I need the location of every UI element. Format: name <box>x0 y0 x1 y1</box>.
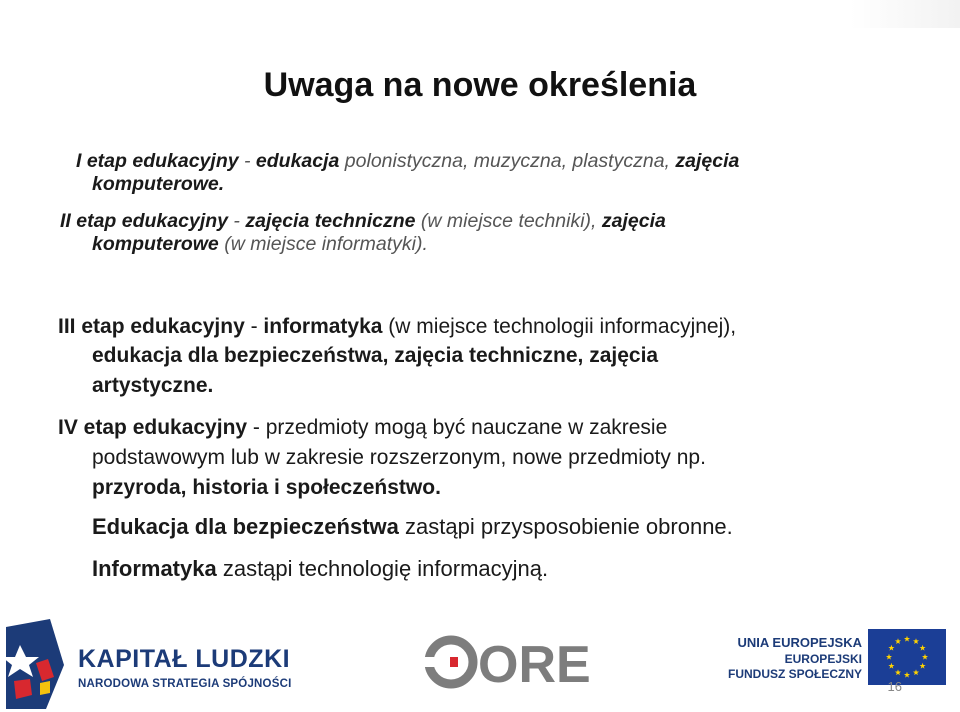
paragraph-edb <box>92 514 952 540</box>
eu-flag-icon <box>868 629 946 685</box>
slide-title: Uwaga na nowe określenia <box>263 66 697 104</box>
paragraph-stage-2 <box>60 210 920 257</box>
plain-text: - przedmioty mogą być nauczane w zakresie <box>247 416 668 439</box>
eu-line-1: UNIA EUROPEJSKA <box>737 635 862 650</box>
term: komputerowe <box>92 233 219 256</box>
stage-1-label: I etap edukacyjny <box>76 150 239 172</box>
paragraph-stage-4 <box>58 413 938 502</box>
kapital-ludzki-logo-icon <box>6 619 64 709</box>
continuation: podstawowym lub w zakresie rozszerzonym, nowe przedmioty np. <box>92 445 706 469</box>
ore-text: ORE <box>478 636 591 694</box>
kl-subtitle: NARODOWA STRATEGIA SPÓJNOŚCI <box>78 678 292 690</box>
term: zajęcia <box>675 150 740 172</box>
footer-logos <box>0 615 960 712</box>
term: edukacja <box>255 150 340 172</box>
page-number: 16 <box>887 679 902 694</box>
ore-logo-icon <box>424 633 591 694</box>
term: zajęcia <box>601 210 666 232</box>
dash: - <box>244 315 264 338</box>
term: informatyka <box>263 315 383 338</box>
dash: - <box>228 210 246 232</box>
plain-text: zastąpi technologię informacyjną. <box>216 556 549 581</box>
paragraph-stage-1 <box>76 150 916 197</box>
kl-title: KAPITAŁ LUDZKI <box>78 645 291 673</box>
paragraph-stage-3 <box>58 312 938 400</box>
plain-text: (w miejsce informatyki). <box>218 233 428 256</box>
continuation: artystyczne. <box>92 373 214 397</box>
term: Informatyka <box>92 556 217 581</box>
eu-line-3: FUNDUSZ SPOŁECZNY <box>727 667 862 681</box>
plain-text: (w miejsce technologii informacyjnej), <box>382 315 737 338</box>
continuation: komputerowe. <box>92 173 225 196</box>
term: zajęcia techniczne <box>245 210 416 232</box>
eu-line-2: EUROPEJSKI <box>784 652 862 666</box>
corner-shade <box>850 0 960 28</box>
plain-text: polonistyczna, muzyczna, plastyczna, <box>339 150 676 172</box>
stage-3-label: III etap edukacyjny <box>58 315 245 338</box>
continuation: przyroda, historia i społeczeństwo. <box>92 475 441 499</box>
plain-text: (w miejsce techniki), <box>415 210 602 232</box>
term: Edukacja dla bezpieczeństwa <box>92 514 399 539</box>
stage-2-label: II etap edukacyjny <box>60 210 228 232</box>
eu-text <box>728 635 862 681</box>
dash: - <box>238 150 256 172</box>
paragraph-informatyka <box>92 556 952 582</box>
stage-4-label: IV etap edukacyjny <box>58 416 248 439</box>
plain-text: zastąpi przysposobienie obronne. <box>398 514 733 539</box>
continuation: edukacja dla bezpieczeństwa, zajęcia techniczne, zajęcia <box>92 344 659 368</box>
kapital-ludzki-text <box>78 645 291 690</box>
